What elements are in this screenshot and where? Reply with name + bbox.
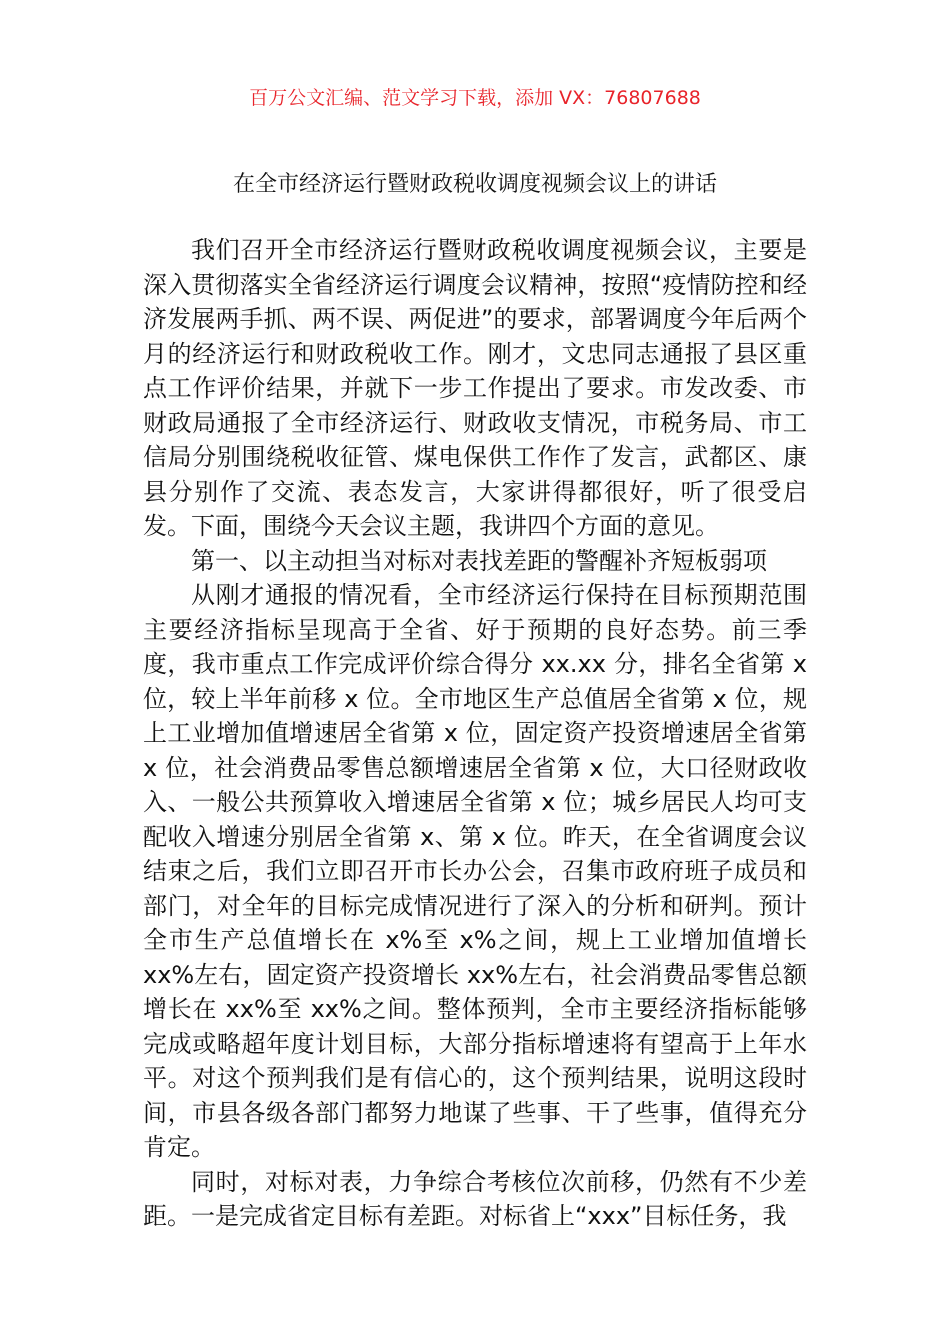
document-body	[143, 233, 807, 1234]
section-heading-1: 第一、以主动担当对标对表找差距的警醒补齐短板弱项	[191, 546, 767, 575]
paragraph-intro: 我们召开全市经济运行暨财政税收调度视频会议，主要是深入贯彻落实全省经济运行调度会议精神，按照“疫情防控和经济发展两手抓、两不误、两促进”的要求，部署调度今年后两个月的经济运行和财政税收工作。刚才，文忠同志通报了县区重点工作评价结果，并就下一步工作提出了要求。市发改委、市财政局通报了全市经济运行、财政收支情况，市税务局、市工信局分别围绕税收征管、煤电保供工作作了发言，武都区、康县分别作了交流、表态发言，大家讲得都很好，听了很受启发。下面，围绕今天会议主题，我讲四个方面的意见。	[143, 236, 807, 540]
watermark-header: 百万公文汇编、范文学习下载，添加 VX：76807688	[249, 87, 701, 109]
paragraph-gaps: 同时，对标对表，力争综合考核位次前移，仍然有不少差距。一是完成省定目标有差距。对标省上“xxx”目标任务，我	[143, 1167, 807, 1230]
document-title: 在全市经济运行暨财政税收调度视频会议上的讲话	[232, 172, 717, 197]
paragraph-situation: 从刚才通报的情况看，全市经济运行保持在目标预期范围主要经济指标呈现高于全省、好于预期的良好态势。前三季度，我市重点工作完成评价综合得分 xx.xx 分，排名全省第 x 位，较上半年前移 x 位。全市地区生产总值居全省第 x 位，规上工业增加值增速居全省第 x 位，固定资产投资增速居全省第 x 位，社会消费品零售总额增速居全省第 x 位，大口径财政收入、一般公共预算收入增速居全省第 x 位；城乡居民人均可支配收入增速分别居全省第 x、第 x 位。昨天，在全省调度会议结束之后，我们立即召开市长办公会，召集市政府班子成员和部门，对全年的目标完成情况进行了深入的分析和研判。预计全市生产总值增长在 x%至 x%之间，规上工业增加值增长 xx%左右，固定资产投资增长 xx%左右，社会消费品零售总额增长在 xx%至 xx%之间。整体预判，全市主要经济指标能够完成或略超年度计划目标，大部分指标增速将有望高于上年水平。对这个预判我们是有信心的，这个预判结果，说明这段时间，市县各级各部门都努力地谋了些事、干了些事，值得充分肯定。	[143, 581, 807, 1161]
